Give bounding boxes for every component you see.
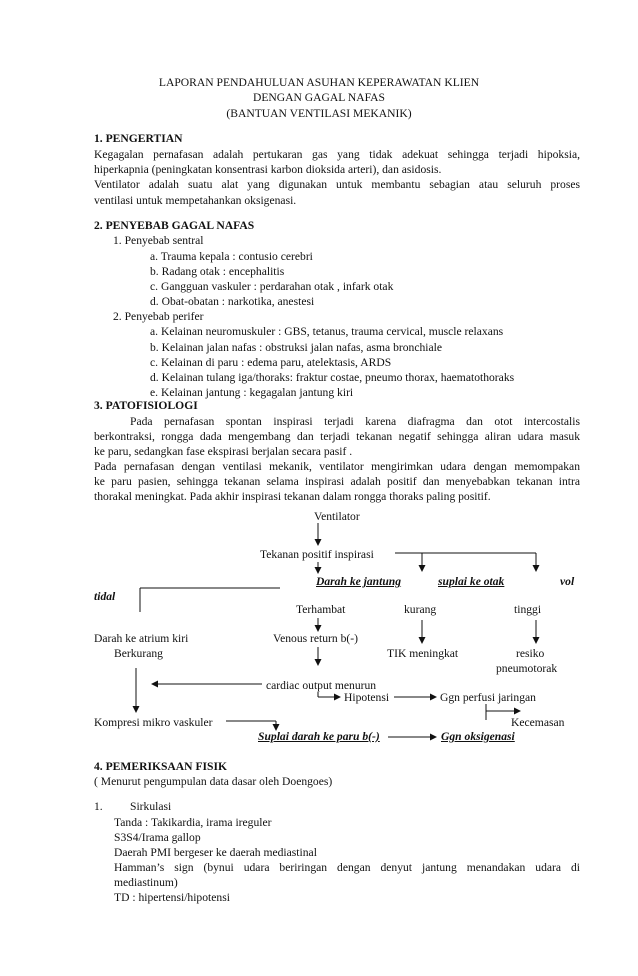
penyebab-perifer: 2. Penyebab perifer [113, 310, 204, 323]
node-kurang: kurang [404, 603, 437, 616]
s4-td: TD : hipertensi/hipotensi [114, 891, 230, 904]
node-pneumotorak: pneumotorak [496, 662, 558, 675]
s4-hamman-line-1: Hamman’s sign (bynui udara beriringan dengan denyut jantung menandakan udara di [114, 861, 580, 874]
perifer-item: d. Kelainan tulang iga/thoraks: fraktur costae, pneumo thorax, haematothoraks [150, 371, 515, 384]
section-2-heading: 2. PENYEBAB GAGAL NAFAS [94, 219, 255, 232]
s4-sirkulasi-item: Tanda : Takikardia, irama ireguler [114, 816, 272, 829]
node-tidal: tidal [94, 590, 116, 603]
s3-paragraph-1-line-3: ke paru, sedangkan fase ekspirasi berjalan secara pasif . [94, 445, 353, 458]
s1-paragraph-1-line-1: Kegagalan pernafasan adalah pertukaran gas yang tidak adekuat sehingga terjadi hipoksia, [94, 148, 580, 161]
s1-paragraph-2-line-2: ventilasi untuk mempetahankan oksigenasi. [94, 194, 297, 207]
perifer-item: e. Kelainan jantung : kegagalan jantung kiri [150, 386, 354, 399]
title-line-1: LAPORAN PENDAHULUAN ASUHAN KEPERAWATAN KLIEN [158, 76, 480, 89]
node-ggn-oksigenasi: Ggn oksigenasi [441, 730, 515, 743]
node-cardiac-output: cardiac output menurun [266, 679, 377, 692]
s1-paragraph-1-line-2: hiperkapnia (peningkatan konsentrasi karbon dioksida arteri), dan asidosis. [94, 163, 442, 176]
s3-paragraph-2-line-2: ke paru pasien, sehingga tekanan selama inspirasi adalah positif dan menyebabkan tekanan intra [94, 475, 580, 488]
sentral-item: c. Gangguan vaskuler : perdarahan otak , infark otak [150, 280, 394, 293]
node-tekanan-positif: Tekanan positif inspirasi [260, 548, 374, 561]
s4-subtitle: ( Menurut pengumpulan data dasar oleh Doengoes) [94, 775, 333, 788]
perifer-item: c. Kelainan di paru : edema paru, atelektasis, ARDS [150, 356, 392, 369]
node-kecemasan: Kecemasan [511, 716, 565, 729]
node-venous-return: Venous return b(-) [273, 632, 358, 645]
node-vol: vol [560, 575, 575, 588]
sentral-item: b. Radang otak : encephalitis [150, 265, 285, 278]
sentral-item: a. Trauma kepala : contusio cerebri [150, 250, 313, 263]
s3-paragraph-2-line-1: Pada pernafasan dengan ventilasi mekanik, ventilator mengirimkan udara dengan memompakan [94, 460, 580, 473]
node-suplai-darah-paru: Suplai darah ke paru b(-) [258, 730, 380, 743]
perifer-item: b. Kelainan jalan nafas : obstruksi jalan nafas, asma bronchiale [150, 341, 442, 354]
s4-sirkulasi: Sirkulasi [130, 800, 172, 813]
section-1-heading: 1. PENGERTIAN [94, 132, 183, 145]
sentral-item: d. Obat-obatan : narkotika, anestesi [150, 295, 315, 308]
node-ggn-perfusi: Ggn perfusi jaringan [440, 691, 536, 704]
node-berkurang: Berkurang [114, 647, 163, 660]
perifer-item: a. Kelainan neuromuskuler : GBS, tetanus, trauma cervical, muscle relaxans [150, 325, 504, 338]
title-line-3: (BANTUAN VENTILASI MEKANIK) [226, 107, 412, 120]
title-line-2: DENGAN GAGAL NAFAS [252, 91, 386, 104]
node-tinggi: tinggi [514, 603, 542, 616]
s3-paragraph-1-line-2: berkontraksi, rongga dada mengembang dan terjadi tekanan negatif sehingga aliran udara masuk [94, 430, 580, 443]
node-suplai-ke-otak: suplai ke otak [438, 575, 505, 588]
node-terhambat: Terhambat [296, 603, 346, 616]
s4-hamman-line-2: mediastinum) [114, 876, 178, 889]
node-hipotensi: Hipotensi [344, 691, 390, 704]
node-darah-ke-atrium: Darah ke atrium kiri [94, 632, 189, 645]
node-tik-meningkat: TIK meningkat [387, 647, 459, 660]
section-3-heading: 3. PATOFISIOLOGI [94, 399, 198, 412]
s4-item-number: 1. [94, 800, 103, 813]
s3-paragraph-2-line-3: thorakal meningkat. Pada akhir inspirasi tekanan dalam rongga thoraks paling positif. [94, 490, 491, 503]
s3-paragraph-1-line-1: Pada pernafasan spontan inspirasi terjadi karena diafragma dan otot intercostalis [130, 415, 580, 428]
s4-sirkulasi-item: S3S4/Irama gallop [114, 831, 201, 844]
s4-sirkulasi-item: Daerah PMI bergeser ke daerah mediastinal [114, 846, 317, 859]
penyebab-sentral: 1. Penyebab sentral [113, 234, 204, 247]
section-4-heading: 4. PEMERIKSAAN FISIK [94, 760, 228, 773]
s1-paragraph-2-line-1: Ventilator adalah suatu alat yang digunakan untuk membantu sebagian atau seluruh proses [94, 178, 580, 191]
node-ventilator: Ventilator [314, 510, 360, 523]
node-kompresi-mikro: Kompresi mikro vaskuler [94, 716, 213, 729]
node-resiko: resiko [516, 647, 545, 660]
node-darah-ke-jantung: Darah ke jantung [316, 575, 402, 588]
